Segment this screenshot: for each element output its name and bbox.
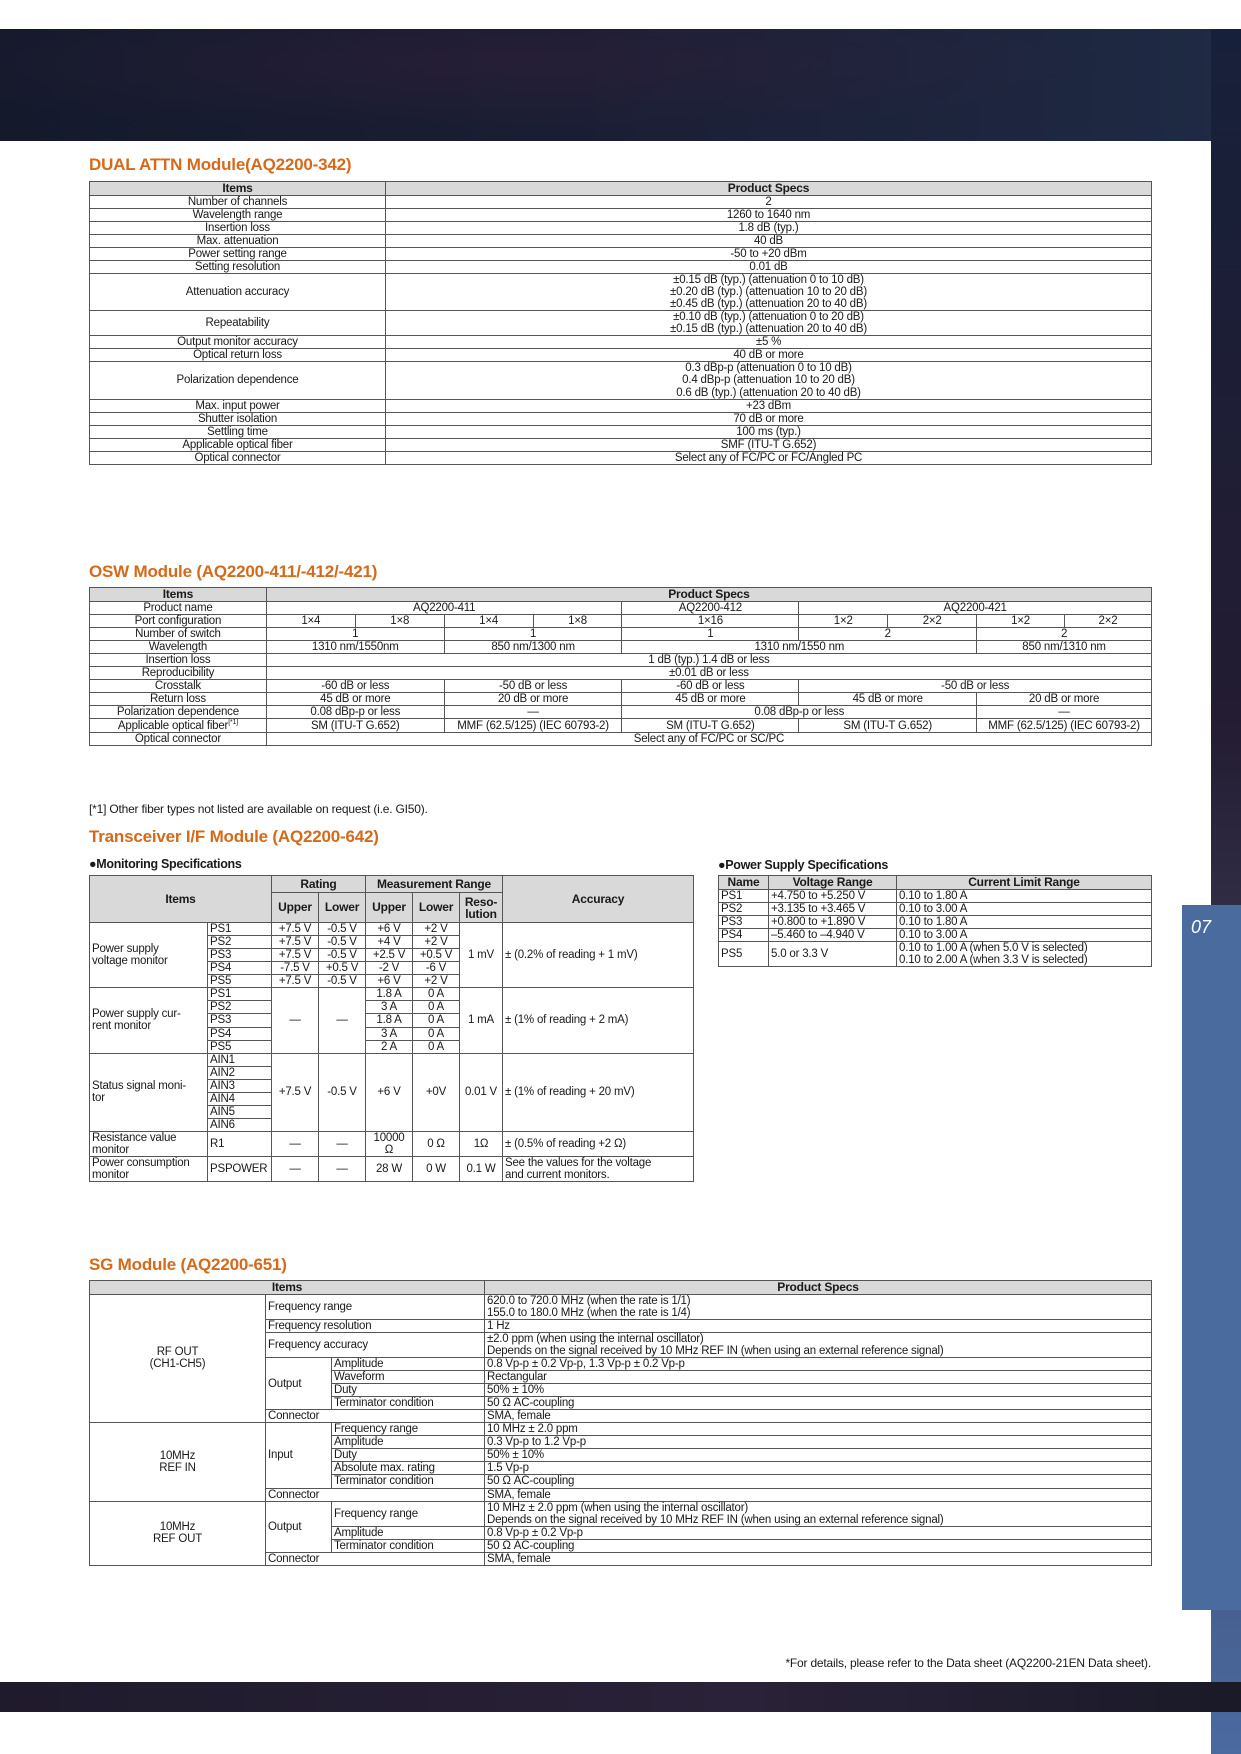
range-value: -0.5 V bbox=[319, 923, 366, 936]
spec-value: 1260 to 1640 nm bbox=[386, 208, 1152, 221]
table-row bbox=[90, 923, 694, 936]
page-number: 07 bbox=[1191, 917, 1212, 937]
ps-name: PS1 bbox=[719, 889, 769, 902]
item-label: Optical return loss bbox=[90, 349, 386, 362]
item-label: Frequency range bbox=[266, 1294, 485, 1319]
channel: PS4 bbox=[208, 1027, 272, 1040]
range-value: — bbox=[319, 988, 366, 1053]
spec-value: 1 Hz bbox=[485, 1319, 1152, 1332]
range-value: +7.5 V bbox=[272, 936, 319, 949]
spec-value: 0.3 dBp-p (attenuation 0 to 10 dB) 0.4 dBp-p (attenuation 10 to 20 dB) 0.6 dB (typ.) (attenuation 20 to 40 dB) bbox=[386, 362, 1152, 399]
voltage-range: 5.0 or 3.3 V bbox=[769, 941, 897, 966]
spec-row bbox=[90, 336, 1152, 349]
range-value: — bbox=[319, 1132, 366, 1157]
group-label: RF OUT (CH1-CH5) bbox=[90, 1294, 266, 1423]
transceiver-title: Transceiver I/F Module (AQ2200-642) bbox=[89, 827, 379, 846]
switch-count: 1 bbox=[622, 627, 799, 640]
spec-row bbox=[90, 362, 1152, 399]
sub-group: Output bbox=[266, 1501, 332, 1552]
crosstalk: -50 dB or less bbox=[799, 679, 1152, 692]
col-product-specs: Product Specs bbox=[485, 1281, 1152, 1295]
table-row bbox=[90, 988, 694, 1001]
range-value: — bbox=[272, 1132, 319, 1157]
group-label: 10MHz REF IN bbox=[90, 1423, 266, 1501]
row-label: Number of switch bbox=[90, 627, 267, 640]
crosstalk: -60 dB or less bbox=[622, 679, 799, 692]
channel: AIN2 bbox=[208, 1066, 272, 1079]
col-rating-lower: Lower bbox=[319, 893, 366, 923]
spec-value: 1.8 dB (typ.) bbox=[386, 221, 1152, 234]
col-items: Items bbox=[90, 1281, 485, 1295]
spec-row bbox=[90, 247, 1152, 260]
item-label: Absolute max. rating bbox=[332, 1462, 485, 1475]
port-config: 1×8 bbox=[533, 614, 622, 627]
voltage-range: +4.750 to +5.250 V bbox=[769, 889, 897, 902]
product-name: AQ2200-411 bbox=[266, 601, 622, 614]
channel: PS2 bbox=[208, 1001, 272, 1014]
fiber-label: Applicable optical fiber bbox=[117, 719, 229, 732]
port-config: 2×2 bbox=[888, 614, 977, 627]
range-value: 1.8 A bbox=[366, 1014, 413, 1027]
range-value: — bbox=[319, 1157, 366, 1182]
chapter-tab bbox=[1182, 905, 1241, 1610]
col-measurement: Measurement Range bbox=[366, 876, 503, 893]
range-value: 0.1 W bbox=[460, 1157, 503, 1182]
item-label: Max. input power bbox=[90, 399, 386, 412]
current-limit: 0.10 to 1.80 A bbox=[897, 889, 1152, 902]
switch-count: 1 bbox=[444, 627, 622, 640]
spec-value: 50 Ω AC-coupling bbox=[485, 1397, 1152, 1410]
voltage-range: +3.135 to +3.465 V bbox=[769, 902, 897, 915]
spec-value: ±5 % bbox=[386, 336, 1152, 349]
item-label: Polarization dependence bbox=[90, 362, 386, 399]
osw-footnote: [*1] Other fiber types not listed are available on request (i.e. GI50). bbox=[89, 802, 428, 816]
group-label: Power supply cur- rent monitor bbox=[90, 988, 208, 1053]
group-label: 10MHz REF OUT bbox=[90, 1501, 266, 1565]
item-label: Terminator condition bbox=[332, 1397, 485, 1410]
range-value: 3 A bbox=[366, 1001, 413, 1014]
range-value: 28 W bbox=[366, 1157, 413, 1182]
range-value: -0.5 V bbox=[319, 949, 366, 962]
range-value: +2 V bbox=[413, 936, 460, 949]
range-value: +6 V bbox=[366, 1053, 413, 1131]
range-value: 0 Ω bbox=[413, 1132, 460, 1157]
accuracy: ± (0.2% of reading + 1 mV) bbox=[503, 923, 694, 988]
spec-value: Select any of FC/PC or FC/Angled PC bbox=[386, 451, 1152, 464]
crosstalk: -60 dB or less bbox=[266, 679, 444, 692]
item-label: Repeatability bbox=[90, 311, 386, 336]
ps-name: PS2 bbox=[719, 902, 769, 915]
return-loss: 20 dB or more bbox=[444, 693, 622, 706]
spec-value: 50 Ω AC-coupling bbox=[485, 1539, 1152, 1552]
range-value: +7.5 V bbox=[272, 975, 319, 988]
channel: PS5 bbox=[208, 975, 272, 988]
pol-dependence: — bbox=[977, 706, 1152, 719]
spec-value: ±0.15 dB (typ.) (attenuation 0 to 10 dB) ±0.20 dB (typ.) (attenuation 10 to 20 dB) ±0.45 dB (typ.) (attenuation 20 to 40 dB) bbox=[386, 273, 1152, 310]
product-name: AQ2200-412 bbox=[622, 601, 799, 614]
spec-row bbox=[90, 349, 1152, 362]
item-label: Applicable optical fiber bbox=[90, 438, 386, 451]
range-value: 0 A bbox=[413, 1040, 460, 1053]
spec-row bbox=[90, 273, 1152, 310]
spec-value: 40 dB or more bbox=[386, 349, 1152, 362]
spec-row bbox=[90, 195, 1152, 208]
channel: R1 bbox=[208, 1132, 272, 1157]
range-value: +0V bbox=[413, 1053, 460, 1131]
range-value: 1.8 A bbox=[366, 988, 413, 1001]
channel: PS3 bbox=[208, 949, 272, 962]
spec-value: 0.8 Vp-p ± 0.2 Vp-p, 1.3 Vp-p ± 0.2 Vp-p bbox=[485, 1357, 1152, 1370]
fiber: SM (ITU-T G.652) bbox=[266, 719, 444, 733]
wavelength: 850 nm/1300 nm bbox=[444, 640, 622, 653]
spec-value: ±0.10 dB (typ.) (attenuation 0 to 20 dB) ±0.15 dB (typ.) (attenuation 20 to 40 dB) bbox=[386, 311, 1152, 336]
range-value: 0 A bbox=[413, 988, 460, 1001]
channel: PS1 bbox=[208, 988, 272, 1001]
range-value: 0 A bbox=[413, 1014, 460, 1027]
item-label: Duty bbox=[332, 1449, 485, 1462]
spec-value: +23 dBm bbox=[386, 399, 1152, 412]
port-config: 1×8 bbox=[355, 614, 444, 627]
channel: AIN1 bbox=[208, 1053, 272, 1066]
row-label: Port configuration bbox=[90, 614, 267, 627]
switch-count: 2 bbox=[799, 627, 977, 640]
row-label: Wavelength bbox=[90, 640, 267, 653]
header-banner-glow bbox=[0, 29, 1241, 141]
voltage-range: +0.800 to +1.890 V bbox=[769, 915, 897, 928]
footer-bar bbox=[0, 1682, 1241, 1712]
range-value: 1Ω bbox=[460, 1132, 503, 1157]
group-label: Power supply voltage monitor bbox=[90, 923, 208, 988]
return-loss: 45 dB or more bbox=[266, 693, 444, 706]
current-limit: 0.10 to 3.00 A bbox=[897, 928, 1152, 941]
row-label: Polarization dependence bbox=[90, 706, 267, 719]
spec-value: 70 dB or more bbox=[386, 412, 1152, 425]
current-limit: 0.10 to 3.00 A bbox=[897, 902, 1152, 915]
col-meas-lower: Lower bbox=[413, 893, 460, 923]
spec-value: Rectangular bbox=[485, 1370, 1152, 1383]
spec-value: 2 bbox=[386, 195, 1152, 208]
ps-name: PS4 bbox=[719, 928, 769, 941]
fiber: MMF (62.5/125) (IEC 60793-2) bbox=[977, 719, 1152, 733]
spec-value: 50% ± 10% bbox=[485, 1449, 1152, 1462]
item-label: Number of channels bbox=[90, 195, 386, 208]
range-value: +2 V bbox=[413, 923, 460, 936]
pol-dependence: 0.08 dBp-p or less bbox=[266, 706, 444, 719]
row-label: Crosstalk bbox=[90, 679, 267, 692]
col-accuracy: Accuracy bbox=[503, 876, 694, 923]
channel: AIN4 bbox=[208, 1092, 272, 1105]
range-value: 0 A bbox=[413, 1001, 460, 1014]
spec-value: SMA, female bbox=[485, 1410, 1152, 1423]
spec-row bbox=[90, 221, 1152, 234]
resolution: 1 mA bbox=[460, 988, 503, 1053]
spec-value: 0.3 Vp-p to 1.2 Vp-p bbox=[485, 1436, 1152, 1449]
table-row bbox=[90, 1053, 694, 1066]
power-supply-table bbox=[718, 875, 1152, 967]
col-items: Items bbox=[90, 876, 272, 923]
spec-value: 0.01 dB bbox=[386, 260, 1152, 273]
ps-name: PS3 bbox=[719, 915, 769, 928]
range-value: +7.5 V bbox=[272, 923, 319, 936]
fiber: SM (ITU-T G.652) bbox=[622, 719, 799, 733]
item-label: Connector bbox=[266, 1410, 485, 1423]
col-resolution: Reso- lution bbox=[460, 893, 503, 923]
item-label: Connector bbox=[266, 1488, 485, 1501]
item-label: Frequency resolution bbox=[266, 1319, 485, 1332]
item-label: Frequency range bbox=[332, 1501, 485, 1526]
group-label: Power consumption monitor bbox=[90, 1157, 208, 1182]
range-value: +0.5 V bbox=[319, 962, 366, 975]
range-value: +0.5 V bbox=[413, 949, 460, 962]
current-limit: 0.10 to 1.00 A (when 5.0 V is selected) 0.10 to 2.00 A (when 3.3 V is selected) bbox=[897, 941, 1152, 966]
spec-row bbox=[90, 260, 1152, 273]
item-label: Terminator condition bbox=[332, 1539, 485, 1552]
accuracy: ± (0.5% of reading +2 Ω) bbox=[503, 1132, 694, 1157]
port-config: 1×4 bbox=[444, 614, 533, 627]
row-label: Insertion loss bbox=[90, 653, 267, 666]
table-row bbox=[719, 902, 1152, 915]
item-label: Waveform bbox=[332, 1370, 485, 1383]
sub-group: Input bbox=[266, 1423, 332, 1488]
channel: PS3 bbox=[208, 1014, 272, 1027]
crosstalk: -50 dB or less bbox=[444, 679, 622, 692]
power-supply-subtitle: ●Power Supply Specifications bbox=[718, 858, 889, 872]
spec-value: 50% ± 10% bbox=[485, 1384, 1152, 1397]
current-limit: 0.10 to 1.80 A bbox=[897, 915, 1152, 928]
range-value: +6 V bbox=[366, 975, 413, 988]
dual-attn-table bbox=[89, 181, 1152, 465]
spec-value: -50 to +20 dBm bbox=[386, 247, 1152, 260]
range-value: 0 W bbox=[413, 1157, 460, 1182]
range-value: +2 V bbox=[413, 975, 460, 988]
osw-title: OSW Module (AQ2200-411/-412/-421) bbox=[89, 562, 378, 581]
port-config: 1×4 bbox=[266, 614, 355, 627]
table-row bbox=[90, 1294, 1152, 1319]
table-row bbox=[90, 1501, 1152, 1526]
item-label: Optical connector bbox=[90, 451, 386, 464]
range-value: -6 V bbox=[413, 962, 460, 975]
col-voltage-range: Voltage Range bbox=[769, 876, 897, 890]
table-row bbox=[90, 1157, 694, 1182]
footnote-ref: [*1] bbox=[228, 719, 238, 727]
monitoring-table bbox=[89, 875, 694, 1182]
item-label: Connector bbox=[266, 1552, 485, 1565]
spec-row bbox=[90, 234, 1152, 247]
return-loss: 45 dB or more bbox=[622, 693, 799, 706]
wavelength: 1310 nm/1550 nm bbox=[622, 640, 977, 653]
item-label: Power setting range bbox=[90, 247, 386, 260]
row-label bbox=[90, 719, 267, 733]
col-current-limit: Current Limit Range bbox=[897, 876, 1152, 890]
port-config: 1×2 bbox=[799, 614, 888, 627]
spec-row bbox=[90, 208, 1152, 221]
row-label: Optical connector bbox=[90, 733, 267, 746]
resolution: 1 mV bbox=[460, 923, 503, 988]
spec-value: 100 ms (typ.) bbox=[386, 425, 1152, 438]
range-value: — bbox=[272, 988, 319, 1053]
reproducibility: ±0.01 dB or less bbox=[266, 666, 1151, 679]
col-items: Items bbox=[90, 182, 386, 196]
return-loss: 20 dB or more bbox=[977, 693, 1152, 706]
item-label: Terminator condition bbox=[332, 1475, 485, 1488]
range-value: -0.5 V bbox=[319, 975, 366, 988]
sub-group: Output bbox=[266, 1357, 332, 1409]
range-value: +4 V bbox=[366, 936, 413, 949]
range-value: 10000 Ω bbox=[366, 1132, 413, 1157]
spec-value: ±2.0 ppm (when using the internal oscillator) Depends on the signal received by 10 MHz REF IN (when using an external reference signal) bbox=[485, 1332, 1152, 1357]
channel: AIN6 bbox=[208, 1118, 272, 1131]
range-value: 2 A bbox=[366, 1040, 413, 1053]
spec-value: 10 MHz ± 2.0 ppm bbox=[485, 1423, 1152, 1436]
insertion-loss: 1 dB (typ.) 1.4 dB or less bbox=[266, 653, 1151, 666]
ps-name: PS5 bbox=[719, 941, 769, 966]
col-rating-upper: Upper bbox=[272, 893, 319, 923]
channel: PS2 bbox=[208, 936, 272, 949]
col-name: Name bbox=[719, 876, 769, 890]
fiber: SM (ITU-T G.652) bbox=[799, 719, 977, 733]
item-label: Wavelength range bbox=[90, 208, 386, 221]
item-label: Amplitude bbox=[332, 1357, 485, 1370]
return-loss: 45 dB or more bbox=[799, 693, 977, 706]
connector: Select any of FC/PC or SC/PC bbox=[266, 733, 1151, 746]
port-config: 1×2 bbox=[977, 614, 1065, 627]
footnote: *For details, please refer to the Data sheet (AQ2200-21EN Data sheet). bbox=[785, 1656, 1151, 1670]
channel: PS4 bbox=[208, 962, 272, 975]
range-value: -7.5 V bbox=[272, 962, 319, 975]
range-value: 3 A bbox=[366, 1027, 413, 1040]
spec-value: 10 MHz ± 2.0 ppm (when using the internal oscillator) Depends on the signal received by 10 MHz REF IN (when using an external reference signal) bbox=[485, 1501, 1152, 1526]
spec-value: 40 dB bbox=[386, 234, 1152, 247]
spec-value: 50 Ω AC-coupling bbox=[485, 1475, 1152, 1488]
spec-value: 1.5 Vp-p bbox=[485, 1462, 1152, 1475]
sg-title: SG Module (AQ2200-651) bbox=[89, 1255, 287, 1274]
range-value: +7.5 V bbox=[272, 1053, 319, 1131]
item-label: Insertion loss bbox=[90, 221, 386, 234]
pol-dependence: 0.08 dBp-p or less bbox=[622, 706, 977, 719]
spec-row bbox=[90, 451, 1152, 464]
monitoring-subtitle: ●Monitoring Specifications bbox=[89, 857, 242, 871]
spec-row bbox=[90, 399, 1152, 412]
switch-count: 2 bbox=[977, 627, 1152, 640]
table-row bbox=[90, 1423, 1152, 1436]
range-value: -0.5 V bbox=[319, 936, 366, 949]
row-label: Reproducibility bbox=[90, 666, 267, 679]
spec-value: 620.0 to 720.0 MHz (when the rate is 1/1) 155.0 to 180.0 MHz (when the rate is 1/4) bbox=[485, 1294, 1152, 1319]
voltage-range: –5.460 to –4.940 V bbox=[769, 928, 897, 941]
col-items: Items bbox=[90, 588, 267, 602]
table-row bbox=[719, 889, 1152, 902]
table-row bbox=[719, 928, 1152, 941]
accuracy: ± (1% of reading + 20 mV) bbox=[503, 1053, 694, 1131]
item-label: Max. attenuation bbox=[90, 234, 386, 247]
channel: AIN5 bbox=[208, 1105, 272, 1118]
table-row bbox=[719, 941, 1152, 966]
osw-table bbox=[89, 587, 1152, 746]
channel: PS1 bbox=[208, 923, 272, 936]
product-name: AQ2200-421 bbox=[799, 601, 1152, 614]
range-value: +7.5 V bbox=[272, 949, 319, 962]
range-value: — bbox=[272, 1157, 319, 1182]
range-value: +6 V bbox=[366, 923, 413, 936]
range-value: 0 A bbox=[413, 1027, 460, 1040]
col-product-specs: Product Specs bbox=[386, 182, 1152, 196]
channel: PSPOWER bbox=[208, 1157, 272, 1182]
channel: AIN3 bbox=[208, 1079, 272, 1092]
spec-row bbox=[90, 311, 1152, 336]
item-label: Shutter isolation bbox=[90, 412, 386, 425]
sg-table bbox=[89, 1280, 1152, 1566]
pol-dependence: — bbox=[444, 706, 622, 719]
col-rating: Rating bbox=[272, 876, 366, 893]
group-label: Status signal moni- tor bbox=[90, 1053, 208, 1131]
table-row bbox=[90, 1132, 694, 1157]
item-label: Frequency range bbox=[332, 1423, 485, 1436]
row-label: Return loss bbox=[90, 693, 267, 706]
port-config: 1×16 bbox=[622, 614, 799, 627]
row-label: Product name bbox=[90, 601, 267, 614]
group-label: Resistance value monitor bbox=[90, 1132, 208, 1157]
item-label: Output monitor accuracy bbox=[90, 336, 386, 349]
spec-row bbox=[90, 425, 1152, 438]
item-label: Settling time bbox=[90, 425, 386, 438]
range-value: +2.5 V bbox=[366, 949, 413, 962]
range-value: -2 V bbox=[366, 962, 413, 975]
spec-value: SMA, female bbox=[485, 1488, 1152, 1501]
channel: PS5 bbox=[208, 1040, 272, 1053]
spec-value: SMA, female bbox=[485, 1552, 1152, 1565]
spec-row bbox=[90, 412, 1152, 425]
spec-value: 0.8 Vp-p ± 0.2 Vp-p bbox=[485, 1526, 1152, 1539]
dual-attn-title: DUAL ATTN Module(AQ2200-342) bbox=[89, 155, 352, 174]
item-label: Amplitude bbox=[332, 1526, 485, 1539]
fiber: MMF (62.5/125) (IEC 60793-2) bbox=[444, 719, 622, 733]
wavelength: 850 nm/1310 nm bbox=[977, 640, 1152, 653]
table-row bbox=[719, 915, 1152, 928]
accuracy: ± (1% of reading + 2 mA) bbox=[503, 988, 694, 1053]
spec-value: SMF (ITU-T G.652) bbox=[386, 438, 1152, 451]
port-config: 2×2 bbox=[1065, 614, 1152, 627]
col-product-specs: Product Specs bbox=[266, 588, 1151, 602]
item-label: Amplitude bbox=[332, 1436, 485, 1449]
item-label: Setting resolution bbox=[90, 260, 386, 273]
item-label: Frequency accuracy bbox=[266, 1332, 485, 1357]
item-label: Duty bbox=[332, 1384, 485, 1397]
wavelength: 1310 nm/1550nm bbox=[266, 640, 444, 653]
range-value: 0.01 V bbox=[460, 1053, 503, 1131]
col-meas-upper: Upper bbox=[366, 893, 413, 923]
switch-count: 1 bbox=[266, 627, 444, 640]
range-value: -0.5 V bbox=[319, 1053, 366, 1131]
accuracy: See the values for the voltage and current monitors. bbox=[503, 1157, 694, 1182]
item-label: Attenuation accuracy bbox=[90, 273, 386, 310]
spec-row bbox=[90, 438, 1152, 451]
